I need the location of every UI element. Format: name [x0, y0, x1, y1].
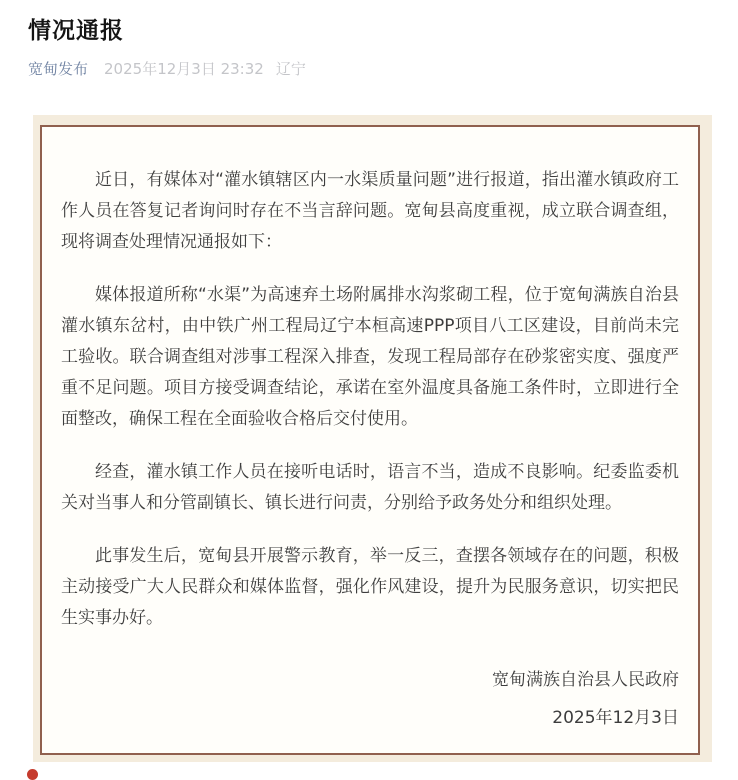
signature-date: 2025年12月3日 — [552, 708, 679, 728]
signature-block — [61, 668, 679, 730]
publish-region: 辽宁 — [275, 60, 306, 78]
notice-card — [33, 115, 712, 762]
notice-paragraph: 经查，灌水镇工作人员在接听电话时，语言不当，造成不良影响。纪委监委机关对当事人和分管副镇长、镇长进行问责，分别给予政务处分和组织处理。 — [61, 462, 679, 513]
notice-body — [61, 165, 679, 634]
publish-datetime: 2025年12月3日 23:32 — [104, 60, 264, 78]
article-meta — [28, 58, 738, 79]
notice-paragraph: 媒体报道所称“水渠”为高速弃土场附属排水沟浆砌工程，位于宽甸满族自治县灌水镇东岔村，由中铁广州工程局辽宁本桓高速PPP项目八工区建设，目前尚未完工验收。联合调查组对涉事工程深入排查，发现工程局部存在砂浆密实度、强度严重不足问题。项目方接受调查结论，承诺在室外温度具备施工条件时，立即进行全面整改，确保工程在全面验收合格后交付使用。 — [61, 285, 679, 429]
publisher-link[interactable]: 宽甸发布 — [28, 60, 89, 78]
notice-paragraph: 近日，有媒体对“灌水镇辖区内一水渠质量问题”进行报道，指出灌水镇政府工作人员在答复记者询问时存在不当言辞问题。宽甸县高度重视，成立联合调查组，现将调查处理情况通报如下： — [61, 170, 679, 252]
notice-paragraph: 此事发生后，宽甸县开展警示教育，举一反三，查摆各领域存在的问题，积极主动接受广大人民群众和媒体监督，强化作风建设，提升为民服务意识，切实把民生实事办好。 — [61, 546, 679, 628]
notice-bordered-box — [40, 125, 700, 755]
signature-issuer: 宽甸满族自治县人民政府 — [492, 670, 679, 690]
cutoff-red-bullet-icon — [27, 769, 38, 780]
page-title: 情况通报 — [28, 18, 124, 44]
